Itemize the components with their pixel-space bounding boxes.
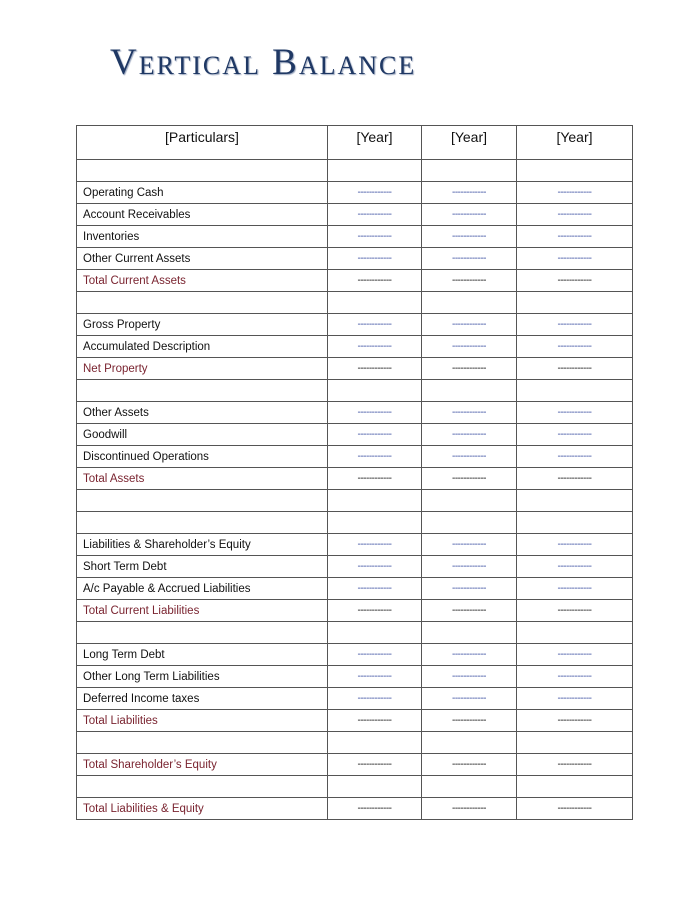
year-value-cell: ------------ <box>328 314 422 336</box>
year-value-cell: ------------ <box>517 534 633 556</box>
header-year-3: [Year] <box>517 126 633 160</box>
year-value-cell <box>328 160 422 182</box>
year-value-cell: ------------ <box>328 336 422 358</box>
table-row <box>77 248 633 270</box>
year-value-cell <box>517 622 633 644</box>
year-value-cell <box>328 776 422 798</box>
year-value-cell <box>517 292 633 314</box>
table-row <box>77 600 633 622</box>
table-row <box>77 556 633 578</box>
year-value-cell: ------------ <box>328 534 422 556</box>
year-value-cell: ------------ <box>422 336 517 358</box>
year-value-cell <box>517 380 633 402</box>
year-value-cell: ------------ <box>422 600 517 622</box>
row-label <box>77 776 328 798</box>
table-row <box>77 424 633 446</box>
year-value-cell: ------------ <box>517 666 633 688</box>
row-label <box>77 380 328 402</box>
row-label: Inventories <box>77 226 328 248</box>
row-label: A/c Payable & Accrued Liabilities <box>77 578 328 600</box>
year-value-cell: ------------ <box>517 446 633 468</box>
year-value-cell <box>328 622 422 644</box>
year-value-cell: ------------ <box>422 446 517 468</box>
row-label: Total Assets <box>77 468 328 490</box>
table-row <box>77 578 633 600</box>
year-value-cell: ------------ <box>422 644 517 666</box>
year-value-cell <box>517 776 633 798</box>
year-value-cell: ------------ <box>517 798 633 820</box>
year-value-cell: ------------ <box>422 424 517 446</box>
year-value-cell: ------------ <box>517 226 633 248</box>
year-value-cell: ------------ <box>328 446 422 468</box>
blank-row <box>77 380 633 402</box>
blank-row <box>77 512 633 534</box>
year-value-cell: ------------ <box>517 468 633 490</box>
table-row <box>77 710 633 732</box>
year-value-cell: ------------ <box>422 798 517 820</box>
year-value-cell: ------------ <box>517 336 633 358</box>
year-value-cell: ------------ <box>517 270 633 292</box>
year-value-cell: ------------ <box>422 248 517 270</box>
year-value-cell: ------------ <box>422 534 517 556</box>
year-value-cell: ------------ <box>328 578 422 600</box>
row-label <box>77 622 328 644</box>
year-value-cell <box>422 512 517 534</box>
header-year-2: [Year] <box>422 126 517 160</box>
year-value-cell: ------------ <box>422 710 517 732</box>
row-label: Accumulated Description <box>77 336 328 358</box>
header-year-1: [Year] <box>328 126 422 160</box>
row-label: Liabilities & Shareholder’s Equity <box>77 534 328 556</box>
year-value-cell: ------------ <box>517 314 633 336</box>
year-value-cell: ------------ <box>517 556 633 578</box>
year-value-cell <box>328 490 422 512</box>
year-value-cell: ------------ <box>422 358 517 380</box>
year-value-cell <box>517 732 633 754</box>
table-header-row <box>77 126 633 160</box>
table-row <box>77 798 633 820</box>
row-label: Total Liabilities & Equity <box>77 798 328 820</box>
year-value-cell: ------------ <box>328 402 422 424</box>
blank-row <box>77 732 633 754</box>
year-value-cell: ------------ <box>517 204 633 226</box>
year-value-cell <box>328 732 422 754</box>
header-particulars: [Particulars] <box>77 126 328 160</box>
table-row <box>77 358 633 380</box>
blank-row <box>77 622 633 644</box>
table-row <box>77 336 633 358</box>
table-body <box>77 160 633 820</box>
year-value-cell <box>517 490 633 512</box>
year-value-cell <box>422 490 517 512</box>
table-row <box>77 754 633 776</box>
year-value-cell: ------------ <box>328 358 422 380</box>
year-value-cell: ------------ <box>517 248 633 270</box>
year-value-cell: ------------ <box>422 754 517 776</box>
year-value-cell: ------------ <box>328 754 422 776</box>
year-value-cell: ------------ <box>517 688 633 710</box>
year-value-cell <box>422 380 517 402</box>
row-label <box>77 292 328 314</box>
table-row <box>77 182 633 204</box>
year-value-cell: ------------ <box>422 182 517 204</box>
table-row <box>77 446 633 468</box>
year-value-cell: ------------ <box>422 666 517 688</box>
row-label: Other Current Assets <box>77 248 328 270</box>
table-row <box>77 688 633 710</box>
year-value-cell <box>422 160 517 182</box>
table-row <box>77 468 633 490</box>
table-row <box>77 666 633 688</box>
blank-row <box>77 160 633 182</box>
year-value-cell <box>422 776 517 798</box>
year-value-cell: ------------ <box>328 644 422 666</box>
year-value-cell: ------------ <box>422 402 517 424</box>
year-value-cell: ------------ <box>422 270 517 292</box>
year-value-cell: ------------ <box>517 358 633 380</box>
row-label: Net Property <box>77 358 328 380</box>
blank-row <box>77 490 633 512</box>
year-value-cell: ------------ <box>422 688 517 710</box>
year-value-cell: ------------ <box>328 248 422 270</box>
year-value-cell: ------------ <box>422 226 517 248</box>
year-value-cell: ------------ <box>517 424 633 446</box>
year-value-cell: ------------ <box>328 798 422 820</box>
row-label: Operating Cash <box>77 182 328 204</box>
table-row <box>77 644 633 666</box>
year-value-cell: ------------ <box>517 600 633 622</box>
year-value-cell: ------------ <box>517 754 633 776</box>
year-value-cell: ------------ <box>328 204 422 226</box>
year-value-cell: ------------ <box>422 468 517 490</box>
table-row <box>77 270 633 292</box>
row-label: Total Current Assets <box>77 270 328 292</box>
table-row <box>77 226 633 248</box>
document-title: Vertical Balance <box>110 42 417 83</box>
row-label: Other Long Term Liabilities <box>77 666 328 688</box>
row-label <box>77 490 328 512</box>
year-value-cell: ------------ <box>328 424 422 446</box>
year-value-cell <box>328 512 422 534</box>
row-label: Total Liabilities <box>77 710 328 732</box>
row-label: Goodwill <box>77 424 328 446</box>
blank-row <box>77 776 633 798</box>
table-row <box>77 314 633 336</box>
year-value-cell <box>328 380 422 402</box>
table-row <box>77 204 633 226</box>
row-label <box>77 160 328 182</box>
year-value-cell: ------------ <box>517 402 633 424</box>
row-label <box>77 512 328 534</box>
row-label: Other Assets <box>77 402 328 424</box>
year-value-cell <box>517 160 633 182</box>
row-label: Gross Property <box>77 314 328 336</box>
row-label <box>77 732 328 754</box>
year-value-cell: ------------ <box>328 688 422 710</box>
row-label: Total Shareholder’s Equity <box>77 754 328 776</box>
table-row <box>77 534 633 556</box>
year-value-cell: ------------ <box>422 204 517 226</box>
year-value-cell: ------------ <box>422 556 517 578</box>
year-value-cell: ------------ <box>328 182 422 204</box>
year-value-cell: ------------ <box>328 556 422 578</box>
year-value-cell <box>422 732 517 754</box>
year-value-cell: ------------ <box>328 226 422 248</box>
year-value-cell <box>517 512 633 534</box>
year-value-cell: ------------ <box>422 578 517 600</box>
row-label: Total Current Liabilities <box>77 600 328 622</box>
row-label: Short Term Debt <box>77 556 328 578</box>
year-value-cell: ------------ <box>328 666 422 688</box>
year-value-cell: ------------ <box>517 578 633 600</box>
year-value-cell <box>422 622 517 644</box>
year-value-cell: ------------ <box>328 468 422 490</box>
row-label: Discontinued Operations <box>77 446 328 468</box>
year-value-cell <box>328 292 422 314</box>
table-row <box>77 402 633 424</box>
year-value-cell <box>422 292 517 314</box>
year-value-cell: ------------ <box>517 182 633 204</box>
row-label: Account Receivables <box>77 204 328 226</box>
year-value-cell: ------------ <box>422 314 517 336</box>
row-label: Deferred Income taxes <box>77 688 328 710</box>
year-value-cell: ------------ <box>328 600 422 622</box>
blank-row <box>77 292 633 314</box>
year-value-cell: ------------ <box>328 710 422 732</box>
year-value-cell: ------------ <box>328 270 422 292</box>
year-value-cell: ------------ <box>517 644 633 666</box>
balance-table <box>76 125 633 820</box>
year-value-cell: ------------ <box>517 710 633 732</box>
row-label: Long Term Debt <box>77 644 328 666</box>
